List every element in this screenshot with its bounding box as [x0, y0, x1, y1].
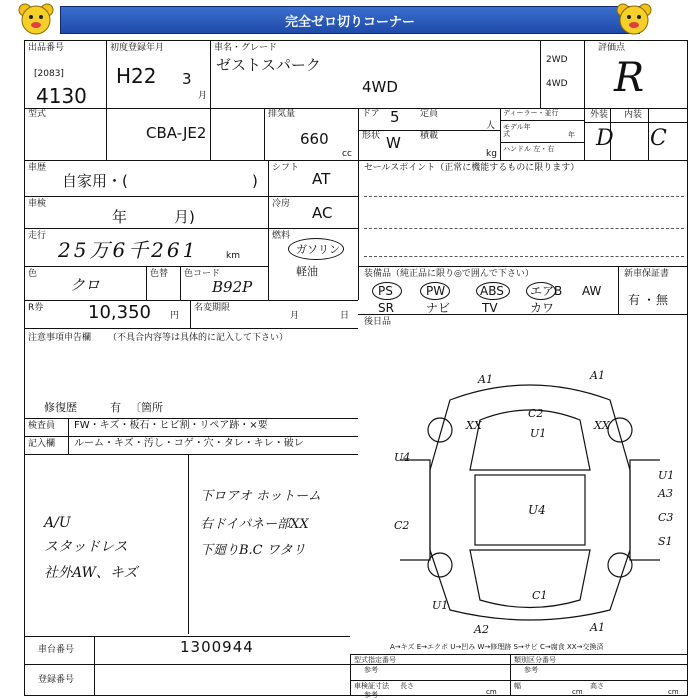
rename-deadline-label: 名変期限 — [194, 303, 231, 313]
fuel-diesel: 軽油 — [296, 265, 318, 278]
ac-value: AC — [312, 204, 333, 222]
class-number-label: 類別区分番号 — [514, 656, 556, 664]
displacement-label: 排気量 — [268, 109, 296, 119]
inspection-year: 年 — [112, 208, 128, 226]
damage-mark: A3 — [658, 487, 673, 500]
shape-value: W — [386, 134, 401, 152]
drive-type: 4WD — [362, 78, 398, 96]
doors-value: 5 — [390, 108, 400, 126]
dims-sub: 参考 — [364, 691, 378, 699]
model-year-unit: 年 — [568, 131, 575, 139]
reg-month: 3 — [182, 70, 192, 88]
shift-value: AT — [312, 170, 331, 188]
color-value: クロ — [70, 276, 101, 294]
model-code: CBA-JE2 — [146, 124, 207, 142]
price-unit: 円 — [170, 311, 180, 321]
equip-abs: ABS — [480, 284, 504, 298]
reg-date-label: 初度登録年月 — [110, 43, 165, 53]
rename-day: 日 — [340, 311, 350, 321]
damage-mark: XX — [466, 419, 482, 432]
capacity-label: 定員 — [420, 109, 439, 119]
inspector-line-1: FW・キズ・板石・ヒビ割・リペア跡・×要 — [74, 420, 268, 431]
ac-label: 冷房 — [272, 199, 291, 209]
price-label: R券 — [28, 303, 44, 313]
score-label: 評価点 — [598, 43, 626, 53]
repair-history-bracket: 〔箇所 — [130, 401, 163, 414]
equip-navi: ナビ — [426, 301, 451, 315]
equip-pw: PW — [426, 284, 446, 298]
damage-mark: U1 — [658, 469, 675, 482]
damage-mark: U4 — [394, 451, 411, 464]
fuel-label: 燃料 — [272, 231, 291, 241]
chassis-number: 1300944 — [180, 638, 254, 656]
car-name-label: 車名・グレード — [214, 43, 278, 53]
mileage-unit: km — [226, 251, 240, 261]
remark-left-1: A/U — [44, 515, 71, 531]
shift-label: シフト — [272, 163, 300, 173]
chassis-label: 車台番号 — [38, 645, 75, 655]
damage-mark: C1 — [532, 589, 548, 602]
dealer-label: ディーラー・並行 — [503, 109, 559, 117]
car-name: ゼストスパーク — [216, 56, 321, 74]
warranty-no: 無 — [656, 293, 669, 307]
repair-history-value: 有 — [110, 401, 121, 414]
inspector-line-2: ルーム・キズ・汚し・コゲ・穴・タレ・キレ・破レ — [74, 438, 304, 449]
damage-mark: C3 — [658, 511, 674, 524]
history-value: 自家用・( — [62, 172, 128, 190]
color-code-value: B92P — [212, 278, 253, 296]
damage-mark: U1 — [530, 427, 547, 440]
damage-mark: U1 — [432, 599, 449, 612]
shape-label: 形状 — [362, 131, 381, 141]
damage-mark: A1 — [590, 369, 605, 382]
remark-left-2: スタッドレス — [44, 539, 128, 555]
exterior-grade: D — [596, 126, 614, 151]
warranty-yes: 有 — [628, 293, 641, 307]
displacement-unit: cc — [342, 149, 352, 159]
dims-label: 車検証寸法 — [354, 682, 389, 690]
color-code-label: 色コード — [184, 269, 221, 279]
notes-sub: （不具合内容等は具体的に記入して下さい） — [108, 333, 289, 343]
drive-option-2wd: 2WD — [546, 55, 568, 65]
bear-mascot-icon — [16, 2, 56, 36]
handle-label: ハンドル 左・右 — [503, 145, 555, 153]
load-label: 積載 — [420, 131, 439, 141]
height-label: 高さ — [590, 682, 604, 690]
color-label: 色 — [28, 269, 38, 279]
lot-label: 出品番号 — [28, 43, 65, 53]
damage-mark: A2 — [474, 623, 489, 636]
page-banner — [60, 6, 640, 34]
displacement-value: 660 — [300, 130, 329, 148]
history-label: 車歴 — [28, 163, 47, 173]
damage-mark: C2 — [528, 407, 544, 420]
bear-mascot-icon — [614, 2, 654, 36]
rename-month: 月 — [290, 311, 300, 321]
lot-sub: [2083] — [34, 69, 64, 79]
remark-left-3: 社外AW、キズ — [44, 565, 138, 581]
model-year-label: モデル年式 — [503, 123, 531, 138]
equip-ps: PS — [378, 284, 393, 298]
equip-aw: AW — [582, 284, 602, 298]
banner-title: 完全ゼロ切りコーナー — [284, 14, 415, 30]
equip-leather: カワ — [530, 301, 555, 315]
diagram-legend: A→キズ E→エクボ U→凹み W→修理跡 S→サビ C→腐食 XX→交換済 — [390, 643, 604, 651]
mileage-value: 25万6千261 — [58, 238, 199, 262]
capacity-unit: 人 — [486, 121, 496, 131]
inspector-label: 検査員 — [28, 421, 56, 431]
drive-option-4wd: 4WD — [546, 79, 568, 89]
damage-mark: S1 — [658, 535, 673, 548]
history-close: ) — [252, 172, 258, 190]
fuel-petrol: ガソリン — [296, 243, 340, 256]
registration-label: 登録番号 — [38, 675, 75, 685]
lot-number: 4130 — [36, 84, 87, 108]
entry-label: 記入欄 — [28, 439, 56, 449]
exterior-label: 外装 — [590, 110, 609, 120]
back-date-label: 後日品 — [364, 317, 392, 327]
damage-mark: A1 — [478, 373, 493, 386]
class-number-sub: 参考 — [524, 666, 538, 674]
damage-mark: XX — [594, 419, 610, 432]
remark-right-3: 下廻りB.C ワタリ — [200, 543, 306, 558]
equip-sr: SR — [378, 301, 394, 315]
load-unit: kg — [486, 149, 497, 159]
inspection-label: 車検 — [28, 199, 47, 209]
score-value: R — [614, 55, 645, 101]
interior-grade: C — [650, 126, 667, 151]
inspection-month: 月) — [174, 208, 195, 226]
remark-right-2: 右ドイパネー部XX — [200, 517, 309, 532]
equip-airbag: エアB — [530, 284, 563, 298]
width-label: 幅 — [514, 682, 521, 690]
notes-label: 注意事項申告欄 — [28, 333, 92, 343]
length-unit: cm — [486, 688, 497, 696]
damage-mark: U4 — [528, 503, 546, 517]
car-damage-diagram — [380, 360, 680, 640]
width-unit: cm — [572, 688, 583, 696]
interior-label: 内装 — [624, 110, 643, 120]
model-label: 型式 — [28, 109, 47, 119]
sales-point-label: セールスポイント（正常に機能するものに限ります） — [364, 163, 580, 173]
price-value: 10,350 — [88, 302, 151, 323]
type-cert-sub: 参考 — [364, 666, 378, 674]
repair-history-label: 修復歴 — [44, 401, 77, 414]
damage-mark: A1 — [590, 621, 605, 634]
type-cert-label: 型式指定番号 — [354, 656, 396, 664]
equipment-label: 装備品（純正品に限り◎で囲んで下さい） — [364, 269, 534, 279]
equip-tv: TV — [482, 301, 498, 315]
doors-label: ドア — [362, 109, 380, 119]
color-change-label: 色替 — [150, 269, 169, 279]
warranty-label: 新車保証書 — [624, 269, 670, 279]
mileage-label: 走行 — [28, 231, 47, 241]
height-unit: cm — [668, 688, 679, 696]
warranty-sep: ・ — [643, 293, 656, 307]
length-label: 長さ — [400, 682, 414, 690]
remark-right-1: 下ロアオ ホットーム — [200, 489, 322, 504]
reg-month-unit: 月 — [198, 91, 208, 101]
damage-mark: C2 — [394, 519, 410, 532]
reg-year: H22 — [116, 64, 157, 88]
